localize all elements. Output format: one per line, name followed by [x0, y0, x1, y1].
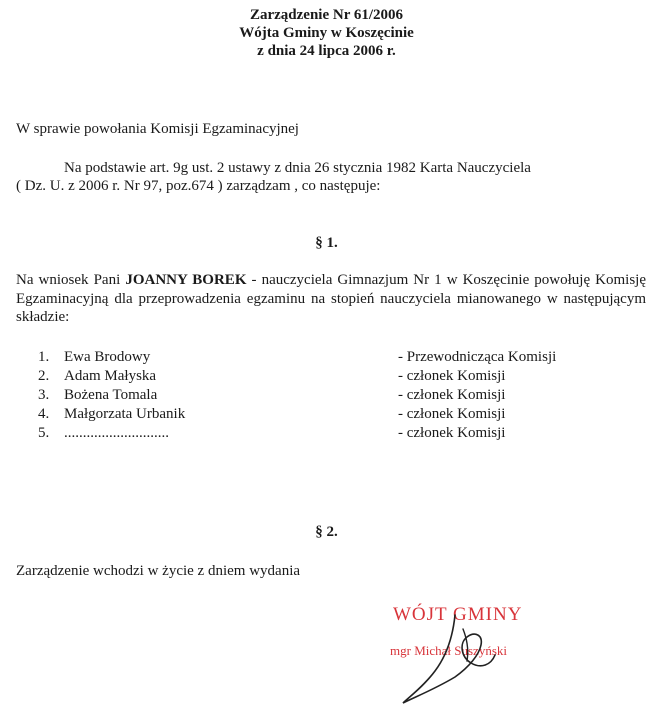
- member-role: - Przewodnicząca Komisji: [398, 349, 557, 365]
- section-1-heading: § 1.: [315, 235, 338, 251]
- document-title: [0, 6, 653, 60]
- member-name: Bożena Tomala: [64, 387, 158, 403]
- member-name: Adam Małyska: [64, 368, 157, 384]
- title-line-3: z dnia 24 lipca 2006 r.: [257, 43, 396, 59]
- list-item: [38, 425, 638, 444]
- section-1-text-before: Na wniosek Pani: [16, 272, 126, 288]
- section-2-text: Zarządzenie wchodzi w życie z dniem wydania: [16, 563, 301, 579]
- list-item: [38, 406, 638, 425]
- member-number: 4.: [38, 406, 50, 422]
- list-item: [38, 349, 638, 368]
- section-2-heading: § 2.: [315, 524, 338, 540]
- member-role: - członek Komisji: [398, 406, 506, 422]
- member-name: Ewa Brodowy: [64, 349, 151, 365]
- signature-icon: [395, 605, 515, 709]
- title-line-1: Zarządzenie Nr 61/2006: [249, 7, 404, 23]
- member-name: Małgorzata Urbanik: [64, 406, 186, 422]
- list-item: [38, 387, 638, 406]
- section-1-paragraph: [16, 271, 646, 327]
- member-role: - członek Komisji: [398, 368, 506, 384]
- list-item: [38, 368, 638, 387]
- member-name: ............................: [64, 425, 169, 441]
- member-number: 5.: [38, 425, 50, 441]
- basis-line-1: Na podstawie art. 9g ust. 2 ustawy z dnia 26 stycznia 1982 Karta Nauczyciela: [64, 160, 531, 176]
- member-role: - członek Komisji: [398, 387, 506, 403]
- member-number: 1.: [38, 349, 50, 365]
- title-line-2: Wójta Gminy w Koszęcinie: [239, 25, 414, 41]
- stamp-title: WÓJT GMINY: [393, 604, 523, 625]
- stamp-name: mgr Michał Suszyński: [390, 643, 507, 658]
- member-number: 2.: [38, 368, 50, 384]
- member-role: - członek Komisji: [398, 425, 506, 441]
- basis-line-2: ( Dz. U. z 2006 r. Nr 97, poz.674 ) zarządzam , co następuje:: [16, 178, 381, 194]
- applicant-name: JOANNY BOREK: [125, 272, 247, 288]
- subject-line: W sprawie powołania Komisji Egzaminacyjnej: [16, 121, 299, 137]
- member-number: 3.: [38, 387, 50, 403]
- section-1-text-after: - nauczyciela Gimnazjum Nr 1 w Koszęcinie powołuję Komisję Egzaminacyjną dla przeprowadzenia egzaminu na stopień nauczyciela mianowanego w następującym składzie:: [16, 272, 646, 325]
